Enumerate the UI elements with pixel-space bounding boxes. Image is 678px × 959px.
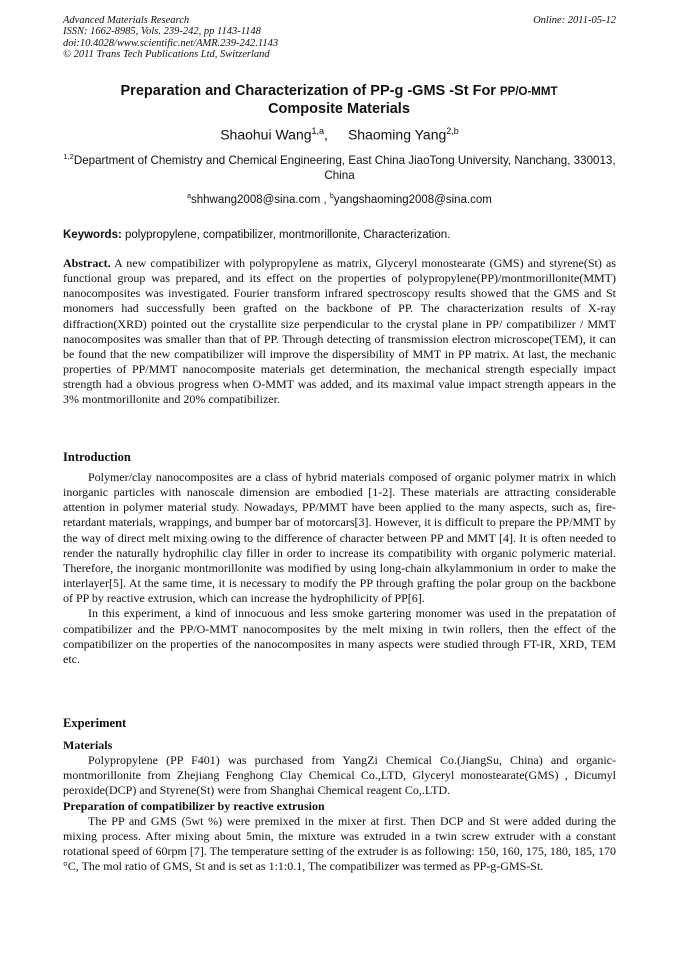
keywords-text: polypropylene, compatibilizer, montmorillonite, Characterization. bbox=[121, 229, 451, 241]
author-emails bbox=[63, 189, 616, 208]
author-2: Shaoming Yang bbox=[347, 126, 447, 143]
introduction-heading: Introduction bbox=[63, 450, 131, 464]
preparation-paragraph: The PP and GMS (5wt %) were premixed in the mixer at first. Then DCP and St were added during the mixing process. After mixing about 5min, the mixture was extruded in a twin screw extruder with a constant rotational speed of 60rpm [7]. The temperature setting of the extruder is as following: 150, 160, 175, 180, 185, 170 °C, The mol ratio of GMS, St and is set as 1:1:0.1, The compatibilizer was termed as PP-g-GMS-St. bbox=[63, 813, 616, 874]
journal-header bbox=[63, 15, 616, 61]
materials-paragraph: Polypropylene (PP F401) was purchased from YangZi Chemical Co.(JiangSu, China) and organic-montmorillonite from Zhejiang Fenghong Clay Chemical Co.,LTD, Glyceryl monostearate(GMS) , Dicumyl peroxide(DCP) and Styrene(St) were from Shanghai Chemical reagent Co,.LTD. bbox=[63, 753, 616, 798]
journal-copyright: © 2011 Trans Tech Publications Ltd, Switzerland bbox=[63, 49, 270, 61]
abstract-text: A new compatibilizer with polypropylene as matrix, Glyceryl monostearate (GMS) and styrene(St) as functional group was prepared, and its effect on the properties of polypropylene(PP)/montmorillonite(MMT) nanocomposites was investigated. Fourier transform infrared spectroscopy results showed that the GMS and St monomers had successfully been grafted on the backbone of PP. The characterization results of X-ray diffraction(XRD) pointed out the crystallite size perpendicular to the crystal plane in PP/ compatibilizer / MMT nanocomposites was smaller than that of PP. Through detecting of transmission electron microscope(TEM), it can be found that the new compatibilizer will improve the dispersibility of MMT in PP matrix. At last, the mechanic properties of PP/MMT nanocomposite materials get determination, the mechanical strength especially impact strength had a obvious progress when O-MMT was added, and its maximal value impact strength appears in the 3% montmorillonite and 20% compatibilizer. bbox=[63, 256, 616, 407]
introduction-body bbox=[63, 470, 616, 667]
abstract-label: Abstract. bbox=[63, 256, 111, 270]
email-b-marker: b bbox=[329, 193, 334, 200]
title-part-1: Preparation and Characterization of PP-g -GMS -St For bbox=[120, 83, 500, 99]
author-1-comma: , bbox=[324, 126, 328, 143]
introduction-paragraph-2: In this experiment, a kind of innocuous and less smoke gartering monomer was used in the prepatation of compatibilizer and the PP/O-MMT nanocomposites by the melt mixing in twin rollers, then the effect of the compatibilizer on the properties of the nanocomposites in many aspects were studied through FT-IR, XRD, TEM etc. bbox=[63, 606, 616, 666]
paper-title bbox=[70, 83, 608, 118]
author-2-affil: 2,b bbox=[446, 126, 459, 136]
author-1-affil: 1,a bbox=[311, 126, 325, 136]
email-a-marker: a bbox=[187, 193, 191, 200]
online-date: Online: 2011-05-12 bbox=[533, 15, 616, 26]
affiliation-marker: 1,2 bbox=[63, 152, 74, 161]
abstract bbox=[63, 256, 616, 408]
author-list bbox=[63, 122, 616, 144]
journal-issn: ISSN: 1662-8985, Vols. 239-242, pp 1143-1148 bbox=[63, 26, 261, 38]
journal-doi: doi:10.4028/www.scientific.net/AMR.239-242.1143 bbox=[63, 37, 279, 49]
experiment-body bbox=[63, 738, 616, 874]
preparation-heading: Preparation of compatibilizer by reactive extrusion bbox=[63, 798, 325, 813]
email-b: yangshaoming2008@sina.com bbox=[333, 193, 492, 206]
introduction-paragraph-1: Polymer/clay nanocomposites are a class of hybrid materials composed of organic polymer matrix in which inorganic particles with nanoscale dimension are embodied [1-2]. These materials are attracting considerable attention in polymer material study. Nowadays, PP/MMT have been applied to the many aspects, such as, fire-retardant materials, wrappings, and bumper bar of motorcars[3]. However, it is difficult to prepare the PP/MMT by the way of direct melt mixing owing to the difference of character between PP and MMT [4]. It is often needed to render the naturally hydrophilic clay filler in order to increase its compatibility with organic polymeric material. Therefore, the inorganic montmorillonite was modified by using long-chain alkylammonium in order to make the interlayer[5]. At the same time, it is necessary to modify the PP through grafting the polar group on the backbone of PP by reactive extrusion, which can increase the hydrophilicity of PP[6]. bbox=[63, 470, 616, 606]
keywords bbox=[63, 228, 616, 243]
title-part-small: PP/O-MMT bbox=[499, 86, 558, 98]
email-separator: , bbox=[320, 193, 330, 206]
materials-heading: Materials bbox=[63, 738, 113, 752]
affiliation bbox=[63, 149, 616, 184]
author-1: Shaohui Wang bbox=[220, 126, 312, 143]
affiliation-text: Department of Chemistry and Chemical Engineering, East China JiaoTong University, Nanchang, 330013, China bbox=[73, 153, 616, 183]
title-part-2: Composite Materials bbox=[268, 101, 410, 117]
journal-name: Advanced Materials Research bbox=[63, 15, 190, 26]
keywords-label: Keywords: bbox=[63, 229, 122, 241]
experiment-heading: Experiment bbox=[63, 716, 127, 730]
email-a: shhwang2008@sina.com bbox=[191, 193, 321, 206]
